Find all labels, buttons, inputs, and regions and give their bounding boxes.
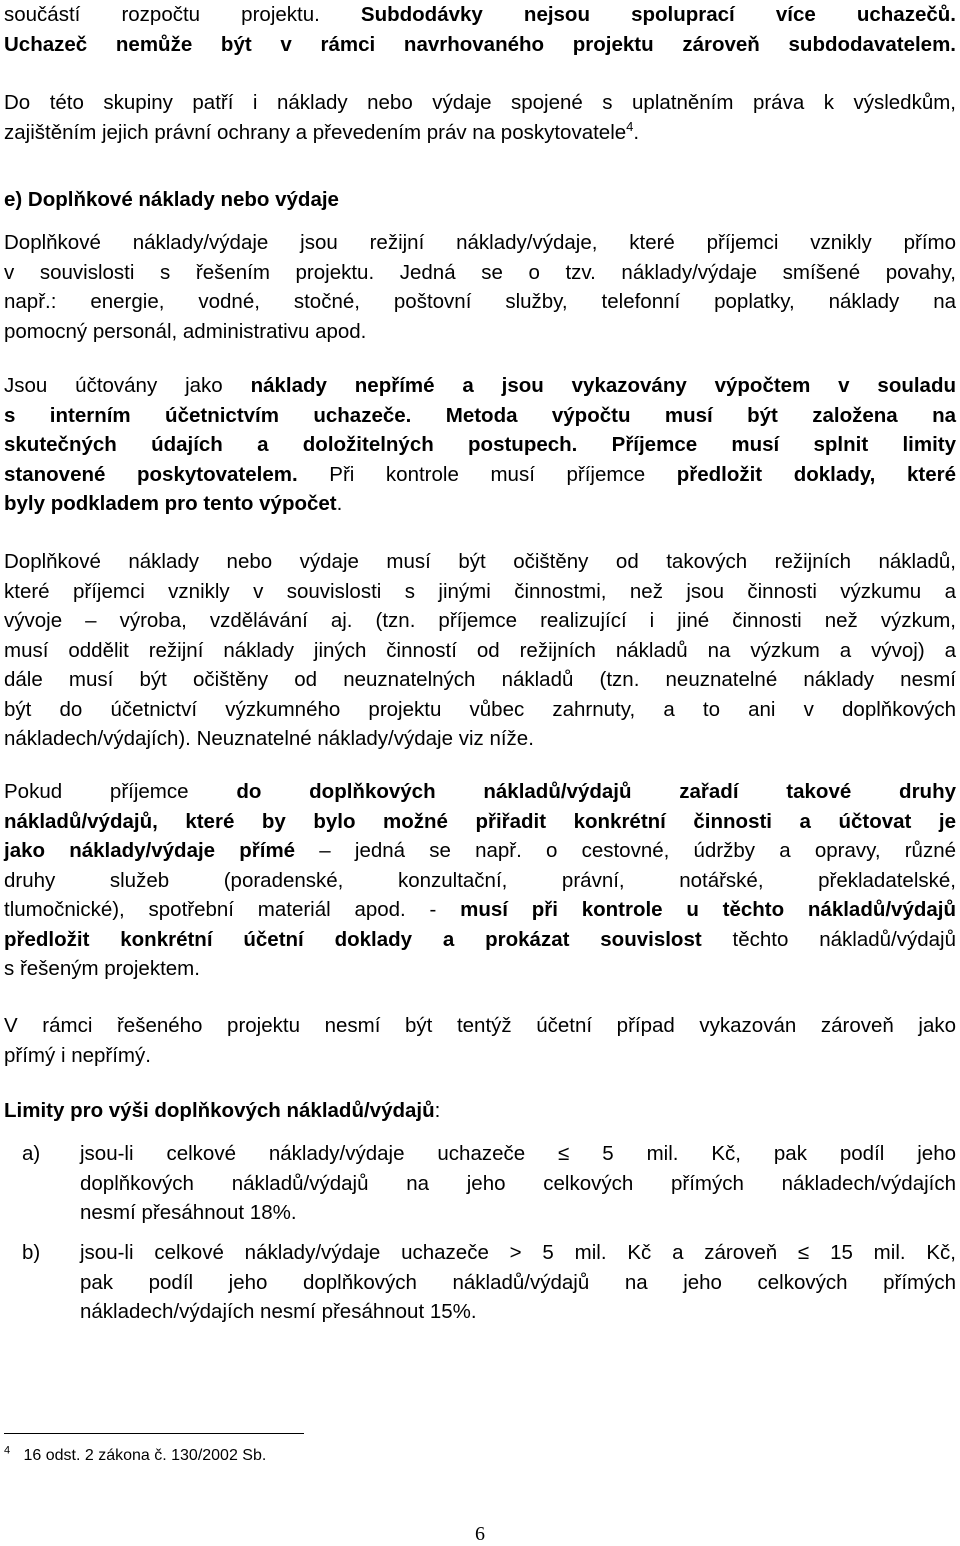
text-line	[4, 118, 956, 148]
bold-text-line: Uchazeč nemůže být v rámci navrhovaného projektu zároveň subdodavatelem.	[4, 32, 956, 56]
page-number: 6	[475, 1523, 485, 1545]
bold-text-line: skutečných údajích a doložitelných postupech. Příjemce musí splnit limity	[4, 433, 956, 456]
footnote-separator	[4, 1433, 304, 1434]
text-line	[4, 371, 956, 401]
text-line: např.: energie, vodné, stočné, poštovní služby, telefonní poplatky, náklady na	[4, 290, 956, 313]
text-line: vývoje – výroba, vzdělávání aj. (tzn. příjemce realizující i jiné činnosti než výzkum,	[4, 609, 956, 632]
text-line: nákladech/výdajích nesmí přesáhnout 15%.	[80, 1300, 477, 1323]
text-line: v souvislosti s řešením projektu. Jedná se o tzv. náklady/výdaje smíšené povahy,	[4, 260, 956, 284]
text-run: tlumočnické), spotřební materiál apod. -	[4, 898, 437, 921]
bold-text-run: předložit doklady, které	[676, 462, 956, 486]
text-line	[4, 460, 956, 490]
footnote-number: 4	[4, 1444, 11, 1457]
text-line	[4, 836, 956, 866]
section-heading: e) Doplňkové náklady nebo výdaje	[4, 188, 339, 211]
list-item-b	[4, 1238, 956, 1327]
text-line: nákladech/výdajích). Neuznatelné náklady/výdaje viz níže.	[4, 727, 534, 750]
bold-text-run: musí při kontrole u těchto nákladů/výdajů	[460, 898, 957, 921]
text-line	[4, 777, 956, 807]
text-line: Doplňkové náklady nebo výdaje musí být očištěny od takových režijních nákladů,	[4, 550, 956, 573]
text-line: pak podíl jeho doplňkových nákladů/výdajů na jeho celkových přímých	[80, 1270, 956, 1294]
limits-heading	[4, 1096, 956, 1126]
text-line: nesmí přesáhnout 18%.	[80, 1201, 297, 1224]
text-run: Jsou účtovány jako	[4, 374, 223, 397]
text-line: musí oddělit režijní náklady jiných činností od režijních nákladů na výzkum a vývoj) a	[4, 638, 956, 662]
text-run: – jedná se např. o cestovné, údržby a opravy, různé	[319, 839, 956, 862]
bold-text-run: náklady nepřímé a jsou vykazovány výpočtem v souladu	[250, 374, 957, 397]
text-line: jsou-li celkové náklady/výdaje uchazeče > 5 mil. Kč a zároveň ≤ 15 mil. Kč,	[80, 1241, 956, 1264]
paragraph-cleanup	[4, 547, 956, 754]
text-line: jsou-li celkové náklady/výdaje uchazeče ≤ 5 mil. Kč, pak podíl jeho	[80, 1142, 956, 1165]
text-run: těchto nákladů/výdajů	[732, 927, 956, 951]
text-line	[4, 489, 956, 519]
list-item-a	[4, 1139, 956, 1228]
bold-text-run: do doplňkových nákladů/výdajů zařadí takové druhy	[236, 780, 956, 803]
text-line: druhy služeb (poradenské, konzultační, právní, notářské, překladatelské,	[4, 868, 956, 892]
bold-text-run: Limity pro výši doplňkových nákladů/výdajů	[4, 1099, 435, 1122]
footnote	[4, 1445, 266, 1467]
text-run: Pokud příjemce	[4, 780, 189, 803]
text-line	[4, 0, 956, 30]
bold-text-line: s interním účetnictvím uchazeče. Metoda výpočtu musí být založena na	[4, 403, 956, 427]
text-line	[4, 895, 956, 925]
bold-text-run: předložit konkrétní účetní doklady a prokázat souvislost	[4, 927, 702, 951]
paragraph-subdeliveries	[4, 0, 956, 59]
list-marker: a)	[22, 1142, 41, 1165]
text-run: zajištěním jejich právní ochrany a převedením práv na poskytovatele	[4, 120, 627, 144]
text-line	[4, 925, 956, 955]
text-line: být do účetnictví výzkumného projektu vůbec zahrnuty, a to ani v doplňkových	[4, 697, 956, 721]
text-line: pomocný personál, administrativu apod.	[4, 319, 367, 343]
text-line: Do této skupiny patří i náklady nebo výdaje spojené s uplatněním práva k výsledkům,	[4, 91, 956, 114]
bold-text-run: jako náklady/výdaje přímé	[4, 839, 296, 862]
list-marker: b)	[22, 1241, 41, 1264]
bold-text-run: stanovené poskytovatelem.	[4, 462, 298, 486]
text-run: .	[633, 120, 640, 144]
paragraph-direct-assignment	[4, 777, 956, 984]
text-line: Doplňkové náklady/výdaje jsou režijní náklady/výdaje, které příjemci vznikly přímo	[4, 231, 956, 254]
paragraph-no-double-count	[4, 1011, 956, 1070]
text-line: dále musí být očištěny od neuznatelných nákladů (tzn. neuznatelné náklady nesmí	[4, 668, 956, 691]
bold-text-run: byly podkladem pro tento výpočet	[4, 492, 337, 515]
paragraph-rights	[4, 88, 956, 147]
text-line: které příjemci vznikly v souvislosti s jinými činnostmi, než jsou činnosti výzkumu a	[4, 579, 956, 603]
text-line: přímý i nepřímý.	[4, 1043, 151, 1067]
text-run: Při kontrole musí příjemce	[329, 462, 646, 486]
paragraph-indirect-costs	[4, 371, 956, 519]
text-run: .	[336, 492, 343, 515]
text-line: V rámci řešeného projektu nesmí být tentýž účetní případ vykazován zároveň jako	[4, 1014, 956, 1037]
bold-text-line: nákladů/výdajů, které by bylo možné přiřadit konkrétní činnosti a účtovat je	[4, 809, 956, 833]
text-line: doplňkových nákladů/výdajů na jeho celkových přímých nákladech/výdajích	[80, 1171, 956, 1195]
footnote-reference[interactable]: 4	[626, 118, 634, 134]
footnote-text: 16 odst. 2 zákona č. 130/2002 Sb.	[23, 1447, 267, 1464]
text-run: součástí rozpočtu projektu.	[4, 3, 320, 26]
paragraph-definition	[4, 228, 956, 346]
bold-text-run: Subdodávky nejsou spoluprací více uchazečů.	[360, 3, 956, 26]
text-line: s řešeným projektem.	[4, 957, 200, 980]
text-run: :	[434, 1099, 441, 1122]
